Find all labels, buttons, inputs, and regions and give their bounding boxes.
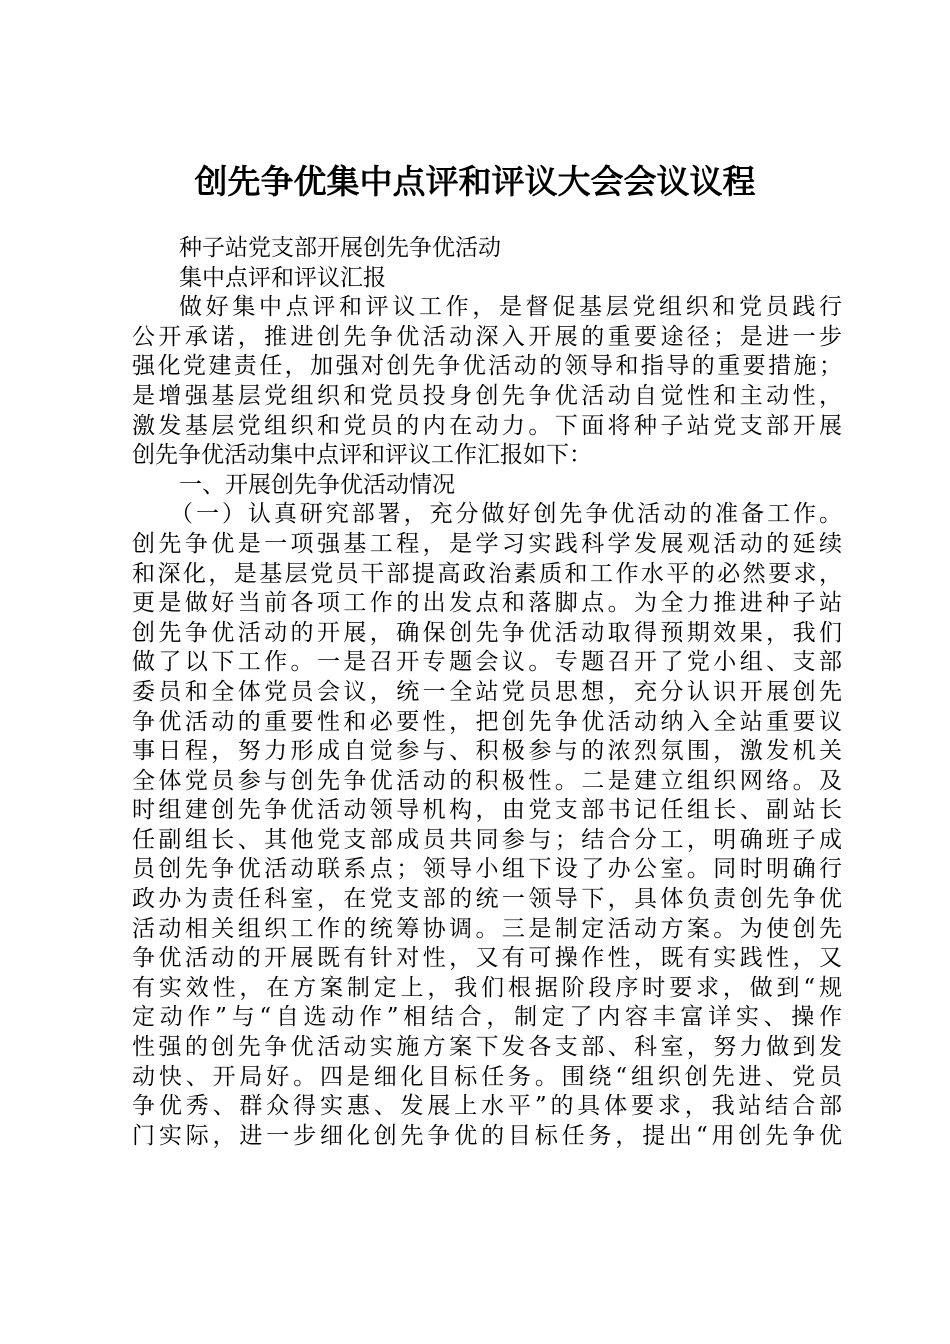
paragraph-line: 门实际，进一步细化创先争优的目标任务，提出“用创先争优 <box>132 1122 842 1149</box>
paragraph-line: 员创先争优活动联系点；领导小组下设了办公室。同时明确行 <box>132 856 842 883</box>
paragraph-line: 全体党员参与创先争优活动的积极性。二是建立组织网络。及 <box>132 767 842 794</box>
paragraph-line: 公开承诺，推进创先争优活动深入开展的重要途径；是进一步 <box>132 323 842 350</box>
paragraph-line: 事日程，努力形成自觉参与、积极参与的浓烈氛围，激发机关 <box>132 738 842 765</box>
paragraph-line: 是增强基层党组织和党员投身创先争优活动自觉性和主动性， <box>132 382 842 409</box>
paragraph-line: 强化党建责任，加强对创先争优活动的领导和指导的重要措施； <box>132 353 842 380</box>
paragraph-line: 委员和全体党员会议，统一全站党员思想，充分认识开展创先 <box>132 678 842 705</box>
paragraph-line: 争优秀、群众得实惠、发展上水平”的具体要求，我站结合部 <box>132 1093 842 1120</box>
document-title: 创先争优集中点评和评议大会会议议程 <box>194 162 756 201</box>
paragraph-line: 政办为责任科室，在党支部的统一领导下，具体负责创先争优 <box>132 886 842 913</box>
paragraph-line: 创先争优活动集中点评和评议工作汇报如下： <box>132 442 592 469</box>
subtitle-line: 集中点评和评议汇报 <box>179 264 386 291</box>
subsection-heading: （一）认真研究部署，充分做好创先争优活动的准备工作。 <box>170 501 842 528</box>
paragraph-line: 性强的创先争优活动实施方案下发各支部、科室，努力做到发 <box>132 1034 842 1061</box>
paragraph-line: 做了以下工作。一是召开专题会议。专题召开了党小组、支部 <box>132 649 842 676</box>
subtitle-line: 种子站党支部开展创先争优活动 <box>179 235 501 261</box>
paragraph-line: 争优活动的重要性和必要性，把创先争优活动纳入全站重要议 <box>132 708 842 735</box>
paragraph-line: 激发基层党组织和党员的内在动力。下面将种子站党支部开展 <box>132 412 842 439</box>
paragraph-line: 更是做好当前各项工作的出发点和落脚点。为全力推进种子站 <box>132 590 842 617</box>
paragraph-line: 争优活动的开展既有针对性，又有可操作性，既有实践性，又 <box>132 945 842 972</box>
paragraph-line: 定动作”与“自选动作”相结合，制定了内容丰富详实、操作 <box>132 1004 842 1031</box>
paragraph-line: 创先争优是一项强基工程，是学习实践科学发展观活动的延续 <box>132 530 842 557</box>
paragraph-line: 活动相关组织工作的统筹协调。三是制定活动方案。为使创先 <box>132 915 842 942</box>
paragraph-line: 创先争优活动的开展，确保创先争优活动取得预期效果，我们 <box>132 619 842 646</box>
paragraph-line: 和深化，是基层党员干部提高政治素质和工作水平的必然要求， <box>132 560 842 587</box>
document-body <box>132 234 842 1151</box>
paragraph-line: 任副组长、其他党支部成员共同参与；结合分工，明确班子成 <box>132 826 842 853</box>
section-heading: 一、开展创先争优活动情况 <box>179 471 455 498</box>
paragraph-line: 做好集中点评和评议工作，是督促基层党组织和党员践行 <box>179 294 842 321</box>
paragraph-line: 动快、开局好。四是细化目标任务。围绕“组织创先进、党员 <box>132 1063 842 1090</box>
paragraph-line: 时组建创先争优活动领导机构，由党支部书记任组长、副站长 <box>132 797 842 824</box>
paragraph-line: 有实效性，在方案制定上，我们根据阶段序时要求，做到“规 <box>132 974 842 1001</box>
